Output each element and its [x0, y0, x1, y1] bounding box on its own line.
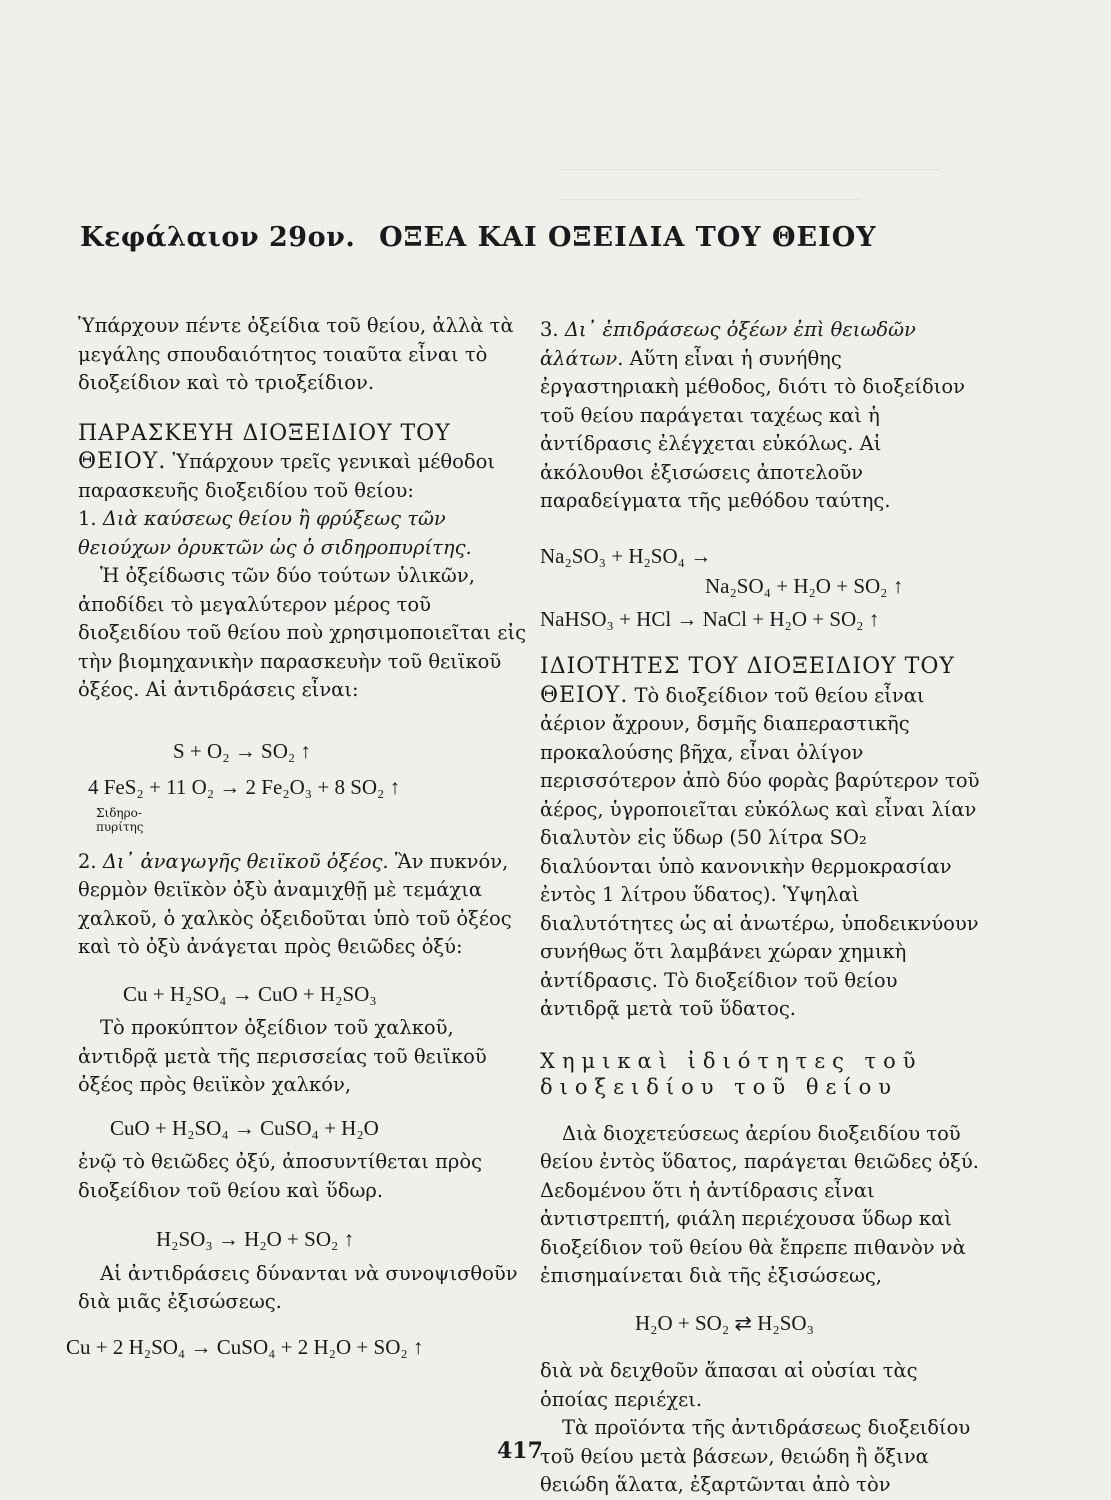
method-2-text: Ἂν πυκνόν, θερμὸν θειϊκὸν ὀξὺ ἀναμιχθῇ μὲ τεμάχια χαλκοῦ, ὁ χαλκὸς ὀξειδοῦται ὑπὸ τοῦ ὀξέος καὶ τὸ ὀξὺ ἀνάγεται πρὸς θειῶδες ὀξύ:: [78, 849, 512, 958]
section-heading-chemical: Χημικαὶ ἰδιότητες τοῦ διοξειδίου τοῦ θείου: [540, 1048, 923, 1099]
method-1: [78, 505, 533, 562]
method-3-number: 3.: [540, 318, 559, 341]
equation-4: CuO + H₂SO₄ → CuSO₄ + H₂O: [110, 1115, 379, 1140]
section-heading-preparation: ΠΑΡΑΣΚΕΥΗ ΔΙΟΞΕΙΔΙΟΥ ΤΟΥ ΘΕΙΟΥ.: [78, 420, 451, 474]
page-number: 417: [497, 1438, 543, 1464]
paragraph-substances: διὰ νὰ δειχθοῦν ἅπασαι αἱ οὐσίαι τὰς ὁποίας περιέχει.: [540, 1359, 918, 1411]
method-3-title: Δι᾽ ἐπιδράσεως ὀξέων ἐπὶ θειωδῶν ἁλάτων.: [540, 318, 916, 370]
method-3-text: Αὕτη εἶναι ἡ συνήθης ἐργαστηριακὴ μέθοδος, διότι τὸ διοξείδιον τοῦ θείου παράγεται ταχέως καὶ ἡ ἀντίδρασις ἐλέγχεται εὐκόλως. Αἱ ἀκόλουθοι ἐξισώσεις ἀποτελοῦν παραδείγματα τῆς μεθόδου ταύτης.: [540, 346, 966, 512]
equation-7b: Na₂SO₄ + H₂O + SO₂ ↑: [705, 574, 904, 598]
paragraph-summary: Αἱ ἀντιδράσεις δύνανται νὰ συνοψισθοῦν διὰ μιᾶς ἐξισώσεως.: [78, 1261, 518, 1313]
chapter-title: [80, 222, 877, 253]
paragraph-sulfurous-acid: ἐνῷ τὸ θειῶδες ὀξύ, ἀποσυντίθεται πρὸς διοξείδιον τοῦ θείου καὶ ὕδωρ.: [78, 1150, 482, 1202]
label-line-1: Σιδηρο-: [96, 805, 142, 820]
properties-text: Τὸ διοξείδιον τοῦ θείου εἶναι ἀέριον ἄχρουν, δσμῆς διαπεραστικῆς προκαλούσης βῆχα, εἶναι ὀλίγον περισσότερον ἀπὸ δύο φορὰς βαρύτερον τοῦ ἀέρος, ὑγροποιεῖται εὐκόλως καὶ εἶναι λίαν διαλυτὸν εἰς ὕδωρ (50 λίτρα SO₂ διαλύονται ὑπὸ κανονικὴν θερμοκρασίαν ἐντὸς 1 λίτρου ὕδατος). Ὑψηλαὶ διαλυτότητες ὡς αἱ ἀνωτέρω, ὑποδεικνύουν συνήθως ὅτι λαμβάνει χώραν χημικὴ ἀντίδρασις. Τὸ διοξείδιον τοῦ θείου ἀντιδρᾷ μετὰ τοῦ ὕδατος.: [540, 683, 980, 1020]
equation-5: H₂SO₃ → H₂O + SO₂ ↑: [156, 1227, 355, 1251]
chemical-text: Διὰ διοχετεύσεως ἀερίου διοξειδίου τοῦ θείου ἐντὸς ὕδατος, παράγεται θειῶδες ὀξύ. Δεδομένου ὅτι ἡ ἀντίδρασις εἶναι ἀντιστρεπτή, φιάλη περιέχουσα ὕδωρ καὶ διοξείδιον τοῦ θείου θὰ ἔπρεπε πιθανὸν νὰ ἐπισημαίνεται διὰ τῆς ἐξισώσεως,: [540, 1121, 979, 1287]
method-1-title: Διὰ καύσεως θείου ἢ φρύξεως τῶν θειούχων ὀρυκτῶν ὡς ὁ σιδηροπυρίτης.: [78, 507, 472, 559]
prep-paragraph: [78, 420, 533, 506]
method-3: [540, 316, 980, 516]
left-column: [66, 312, 533, 1361]
right-column: [540, 316, 980, 1500]
title-text: ΟΞΕΑ ΚΑΙ ΟΞΕΙΔΙΑ ΤΟΥ ΘΕΙΟΥ: [379, 222, 877, 253]
equation-7a: Na₂SO₃ + H₂SO₄ →: [540, 543, 712, 568]
label-line-2: πυρίτης: [96, 819, 144, 834]
equation-1: S + O₂ → SO₂ ↑: [173, 738, 311, 763]
equation-2-label: [96, 806, 533, 834]
paragraph-products: Τὰ προϊόντα τῆς ἀντιδράσεως διοξειδίου τοῦ θείου μετὰ βάσεων, θειώδη ἢ ὄξινα θειώδη ἅλατα, ἐξαρτῶνται ἀπὸ τὸν: [540, 1416, 971, 1496]
equation-9: H₂O + SO₂ ⇄ H₂SO₃: [635, 1310, 814, 1335]
method-2-title: Δι᾽ ἀναγωγῆς θειϊκοῦ ὀξέος.: [102, 849, 389, 873]
method-1-text: Ἡ ὀξείδωσις τῶν δύο τούτων ὑλικῶν, ἀποδίδει τὸ μεγαλύτερον μέρος τοῦ διοξειδίου τοῦ θείου ποὺ χρησιμοποιεῖται εἰς τὴν βιομηχανικὴν παρασκευὴν τοῦ θειϊκοῦ ὀξέος. Αἱ ἀντιδράσεις εἶναι:: [78, 564, 527, 701]
method-2-number: 2.: [78, 849, 97, 873]
method-1-number: 1.: [78, 507, 97, 530]
chapter-number: Κεφάλαιον 29ον.: [80, 222, 356, 253]
section-heading-properties: ΙΔΙΟΤΗΤΕΣ ΤΟΥ ΔΙΟΞΕΙΔΙΟΥ ΤΟΥ ΘΕΙΟΥ.: [540, 654, 955, 708]
intro-paragraph: Ὑπάρχουν πέντε ὀξείδια τοῦ θείου, ἀλλὰ τὰ μεγάλης σπουδαιότητος τοιαῦτα εἶναι τὸ διοξείδιον καὶ τὸ τριοξείδιον.: [78, 314, 514, 394]
equation-8: NaHSO₃ + HCl → NaCl + H₂O + SO₂ ↑: [540, 606, 880, 631]
equation-6: Cu + 2 H₂SO₄ → CuSO₄ + 2 H₂O + SO₂ ↑: [66, 1334, 424, 1359]
paragraph-copper-oxide: Τὸ προκύπτον ὀξείδιον τοῦ χαλκοῦ, ἀντιδρᾷ μετὰ τῆς περισσείας τοῦ θειϊκοῦ ὀξέος πρὸς θειϊκὸν χαλκόν,: [78, 1016, 487, 1096]
bleed-through: [560, 140, 980, 200]
prep-text: Ὑπάρχουν τρεῖς γενικαὶ μέθοδοι παρασκευῆς διοξειδίου τοῦ θείου:: [78, 450, 496, 502]
properties-paragraph: [540, 653, 980, 1024]
method-2: [78, 848, 533, 962]
equation-2: 4 FeS₂ + 11 O₂ → 2 Fe₂O₃ + 8 SO₂ ↑: [88, 775, 401, 799]
equation-3: Cu + H₂SO₄ → CuO + H₂SO₃: [123, 981, 377, 1006]
